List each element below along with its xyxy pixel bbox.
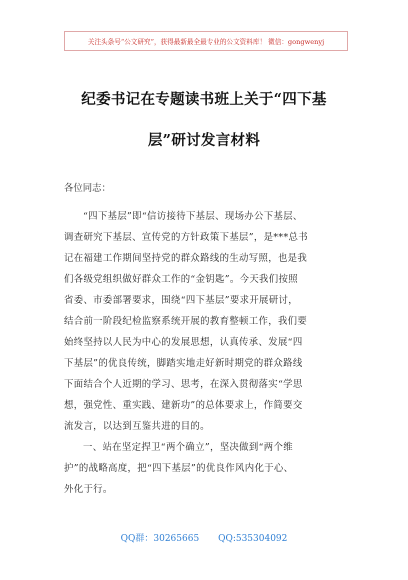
body-line: 记在福建工作期间坚持党的群众路线的生动写照，也是我 [64, 253, 308, 264]
body-line: 一、站在坚定捍卫“两个确立”，坚决做到“两个维 [83, 442, 293, 453]
body-line: 外化于行。 [64, 484, 113, 495]
footer-qq-group: QQ群：30265665 [120, 534, 200, 544]
footer-contact [0, 531, 408, 544]
body-line: “四下基层”即“信访接待下基层、现场办公下基层、 [83, 211, 303, 222]
body-line: 下面结合个人近期的学习、思考，在深入贯彻落实“学思 [64, 379, 303, 390]
body-line: 想，强党性、重实践、建新功”的总体要求上，作简要交 [64, 400, 303, 411]
header-banner: 关注头条号“公文研究”，获得最新最全最专业的公文资料库！ 微信：gongwenyj [64, 31, 348, 51]
body-line: 调查研究下基层、宣传党的方针政策下基层”，是***总书 [64, 232, 308, 243]
footer-qq: QQ:535304092 [218, 534, 288, 544]
salutation: 各位同志： [64, 183, 111, 194]
body-line: 省委、市委部署要求，围绕“四下基层”要求开展研讨， [64, 295, 298, 306]
body-line: 们各级党组织做好群众工作的“金钥匙”。今天我们按照 [64, 274, 298, 285]
body-line: 结合前一阶段纪检监察系统开展的教育整顿工作，我们要 [64, 316, 308, 327]
body-line: 下基层”的优良传统，脚踏实地走好新时期党的群众路线 [64, 358, 303, 369]
body-line: 始终坚持以人民为中心的发展思想，认真传承、发展“四 [64, 337, 303, 348]
body-line: 护”的战略高度，把“四下基层”的优良作风内化于心、 [64, 463, 294, 474]
document-title-line-1: 纪委书记在专题读书班上关于“四下基 [81, 91, 327, 108]
body-line: 流发言，以达到互鉴共进的目的。 [64, 421, 210, 432]
document-title-line-2: 层”研讨发言材料 [147, 132, 261, 149]
